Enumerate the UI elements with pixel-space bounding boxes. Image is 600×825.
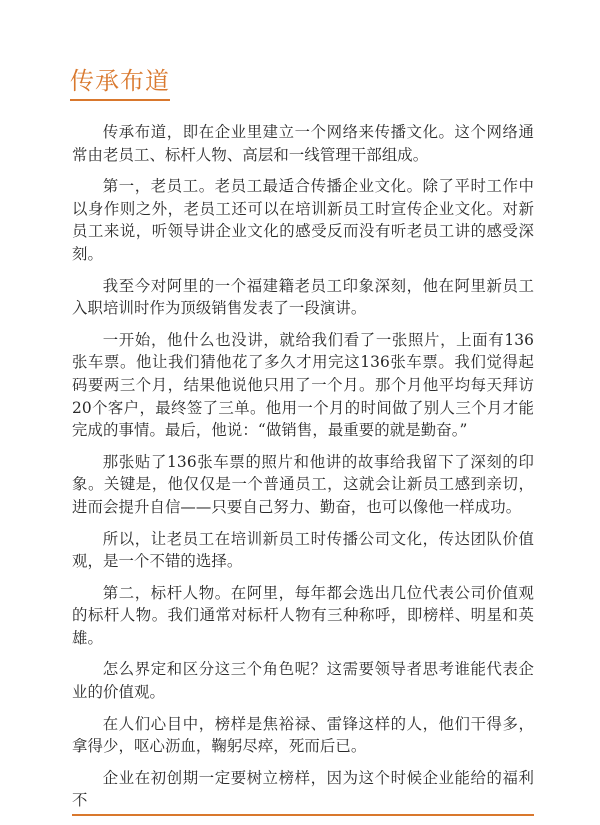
- paragraph-startup-highlighted: 企业在初创期一定要树立榜样，因为这个时候企业能给的福利不: [72, 767, 534, 816]
- paragraph-fujian-employee: 我至今对阿里的一个福建籍老员工印象深刻，他在阿里新员工入职培训时作为顶级销售发表了一段演讲。: [72, 276, 534, 318]
- paragraph-define-roles: 怎么界定和区分这三个角色呢？这需要领导者思考谁能代表企业的价值观。: [72, 660, 534, 702]
- paragraph-train-tickets-story: 一开始，他什么也没讲，就给我们看了一张照片，上面有136张车票。他让我们猜他花了多久才用完这136张车票。我们觉得起码要两三个月，结果他说他只用了一个月。那个月他平均每天拜访20个客户，最终签了三单。他用一个月的时间做了别人三个月才能完成的事情。最后，他说：“做销售，最重要的就是勤奋。”: [72, 330, 534, 440]
- document-page: [72, 66, 534, 825]
- section-title: 传承布道: [70, 66, 170, 101]
- paragraph-exemplars: 在人们心目中，榜样是焦裕禄、雷锋这样的人，他们干得多，拿得少，呕心沥血，鞠躬尽瘁，死而后已。: [72, 714, 534, 756]
- paragraph-impression: 那张贴了136张车票的照片和他讲的故事给我留下了深刻的印象。关键是，他仅仅是一个普通员工，这就会让新员工感到亲切，进而会提升自信——只要自己努力、勤奋，也可以像他一样成功。: [72, 452, 534, 516]
- paragraph-role-models: 第二，标杆人物。在阿里，每年都会选出几位代表公司价值观的标杆人物。我们通常对标杆人物有三种称呼，即榜样、明星和英雄。: [72, 583, 534, 647]
- paragraph-conclusion-old-employees: 所以，让老员工在培训新员工时传播公司文化，传达团队价值观，是一个不错的选择。: [72, 529, 534, 571]
- paragraph-intro: 传承布道，即在企业里建立一个网络来传播文化。这个网络通常由老员工、标杆人物、高层和一线管理干部组成。: [72, 123, 534, 164]
- paragraph-old-employees: 第一，老员工。老员工最适合传播企业文化。除了平时工作中以身作则之外，老员工还可以在培训新员工时宣传企业文化。对新员工来说，听领导讲企业文化的感受反而没有听老员工讲的感受深刻。: [72, 177, 534, 263]
